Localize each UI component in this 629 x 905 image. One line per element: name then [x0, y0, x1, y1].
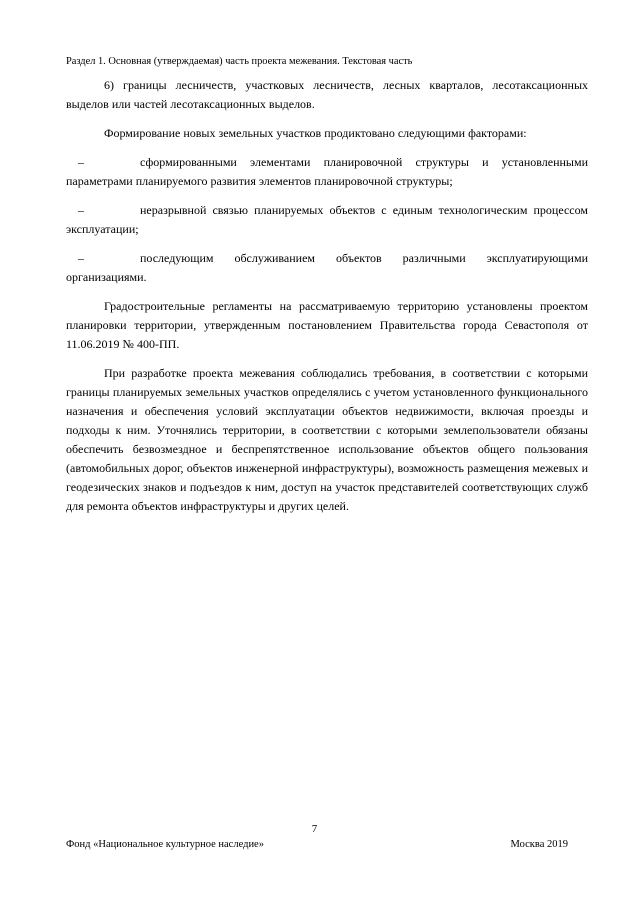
page-header: Раздел 1. Основная (утверждаемая) часть проекта межевания. Текстовая часть [66, 56, 413, 67]
list-item [66, 249, 588, 287]
footer-organization: Фонд «Национальное культурное наследие» [66, 839, 264, 850]
page-number: 7 [311, 823, 318, 835]
paragraph-regulations: Градостроительные регламенты на рассматриваемую территорию установлены проектом планировки территории, утвержденным постановлением Правительства города Севастополя от 11.06.2019 № 400-ПП. [66, 299, 588, 351]
document-body [66, 76, 588, 516]
list-item-text: последующим обслуживанием объектов различными эксплуатирующими организациями. [66, 251, 588, 284]
list-item-text: неразрывной связью планируемых объектов с единым технологическим процессом эксплуатации; [66, 203, 588, 236]
paragraph-factors-intro: Формирование новых земельных участков продиктовано следующими факторами: [104, 126, 527, 140]
list-item-text: сформированными элементами планировочной структуры и установленными параметрами планируемого развития элементов планировочной структуры; [66, 155, 588, 188]
list-dash: – [78, 155, 84, 169]
paragraph-item-6: 6) границы лесничеств, участковых лесничеств, лесных кварталов, лесотаксационных выделов или частей лесотаксационных выделов. [66, 78, 588, 111]
list-item [66, 201, 588, 239]
footer-city-year: Москва 2019 [510, 839, 568, 850]
paragraph-requirements: При разработке проекта межевания соблюдались требования, в соответствии с которыми границы планируемых земельных участков определялись с учетом установленного функционального назначения и обеспечения условий эксплуатации объектов недвижимости, включая проезды и подходы к ним. Уточнялись территории, в соответствии с которыми землепользователи обязаны обеспечить безвозмездное и беспрепятственное использование объектов общего пользования (автомобильных дорог, объектов инженерной инфраструктуры), возможность размещения межевых и геодезических знаков и подъездов к ним, доступ на участок представителей соответствующих служб для ремонта объектов инфраструктуры и других целей. [66, 366, 588, 513]
list-item [66, 153, 588, 191]
list-dash: – [78, 251, 84, 265]
list-dash: – [78, 203, 84, 217]
